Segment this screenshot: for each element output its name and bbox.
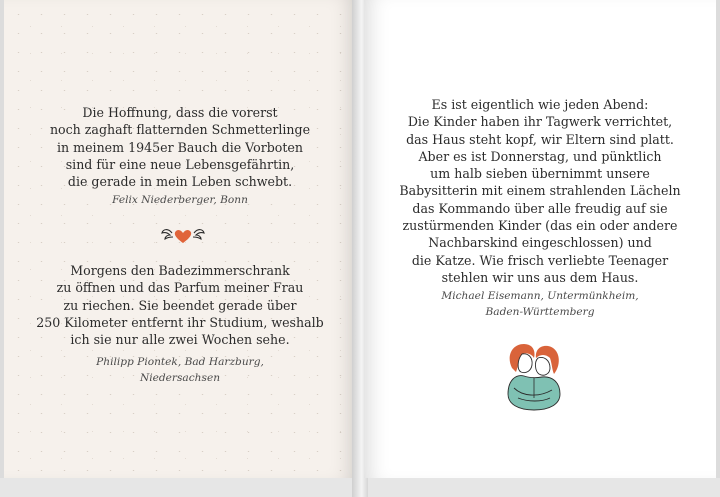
quote-3-line: um halb sieben übernimmt unsere	[430, 166, 650, 182]
quote-2-line: zu öffnen und das Parfum meiner Frau	[56, 280, 304, 296]
quote-2-line: Morgens den Badezimmerschrank	[70, 263, 290, 278]
quote-2-line: ich sie nur alle zwei Wochen sehe.	[70, 332, 290, 348]
quote-1-line: noch zaghaft flatternden Schmetterlinge	[49, 122, 311, 138]
quote-1	[4, 104, 356, 190]
quote-3-line: zustürmenden Kinder (das ein oder andere	[402, 218, 678, 234]
author-1	[4, 192, 356, 208]
quote-3-line: das Haus steht kopf, wir Eltern sind platt.	[406, 131, 674, 147]
left-page	[4, 0, 356, 478]
quote-1-line: in meinem 1945er Bauch die Vorboten	[57, 139, 303, 155]
quote-3-line: das Kommando über alle freudig auf sie	[412, 200, 668, 216]
author-3-line: Michael Eisemann, Untermünkheim,	[441, 290, 639, 302]
author-3-line: Baden-Württemberg	[485, 306, 595, 318]
author-2-line: Philipp Piontek, Bad Harzburg,	[96, 356, 264, 368]
quote-3	[364, 96, 716, 286]
quote-1-line: Die Hoffnung, dass die vorerst	[82, 105, 278, 120]
quote-3-line: stehlen wir uns aus dem Haus.	[441, 269, 639, 285]
quote-3-line: Babysitterin mit einem strahlenden Lächeln	[399, 183, 681, 199]
right-page	[364, 0, 716, 478]
quote-3-line: Es ist eigentlich wie jeden Abend:	[431, 97, 649, 112]
page-edge-right	[364, 478, 720, 497]
page-edge-left	[0, 478, 356, 497]
quote-3-line: Aber es ist Donnerstag, und pünktlich	[418, 148, 662, 164]
quote-2	[4, 262, 356, 348]
quote-3-line: die Katze. Wie frisch verliebte Teenager	[411, 252, 669, 268]
hugging-couple-illustration	[498, 338, 570, 414]
author-2	[4, 354, 356, 386]
quote-1-line: sind für eine neue Lebensgefährtin,	[65, 156, 295, 172]
author-1-name: Felix Niederberger, Bonn	[112, 194, 248, 206]
quote-3-line: Nachbarskind eingeschlossen) und	[428, 235, 652, 251]
quote-2-line: 250 Kilometer entfernt ihr Studium, weshalb	[36, 314, 324, 330]
quote-3-line: Die Kinder haben ihr Tagwerk verrichtet,	[407, 114, 673, 130]
author-2-line: Niedersachsen	[139, 372, 221, 384]
winged-heart-icon	[160, 224, 206, 246]
author-3	[364, 288, 716, 320]
quote-1-line: die gerade in mein Leben schwebt.	[67, 174, 293, 190]
quote-2-line: zu riechen. Sie beendet gerade über	[63, 297, 297, 313]
